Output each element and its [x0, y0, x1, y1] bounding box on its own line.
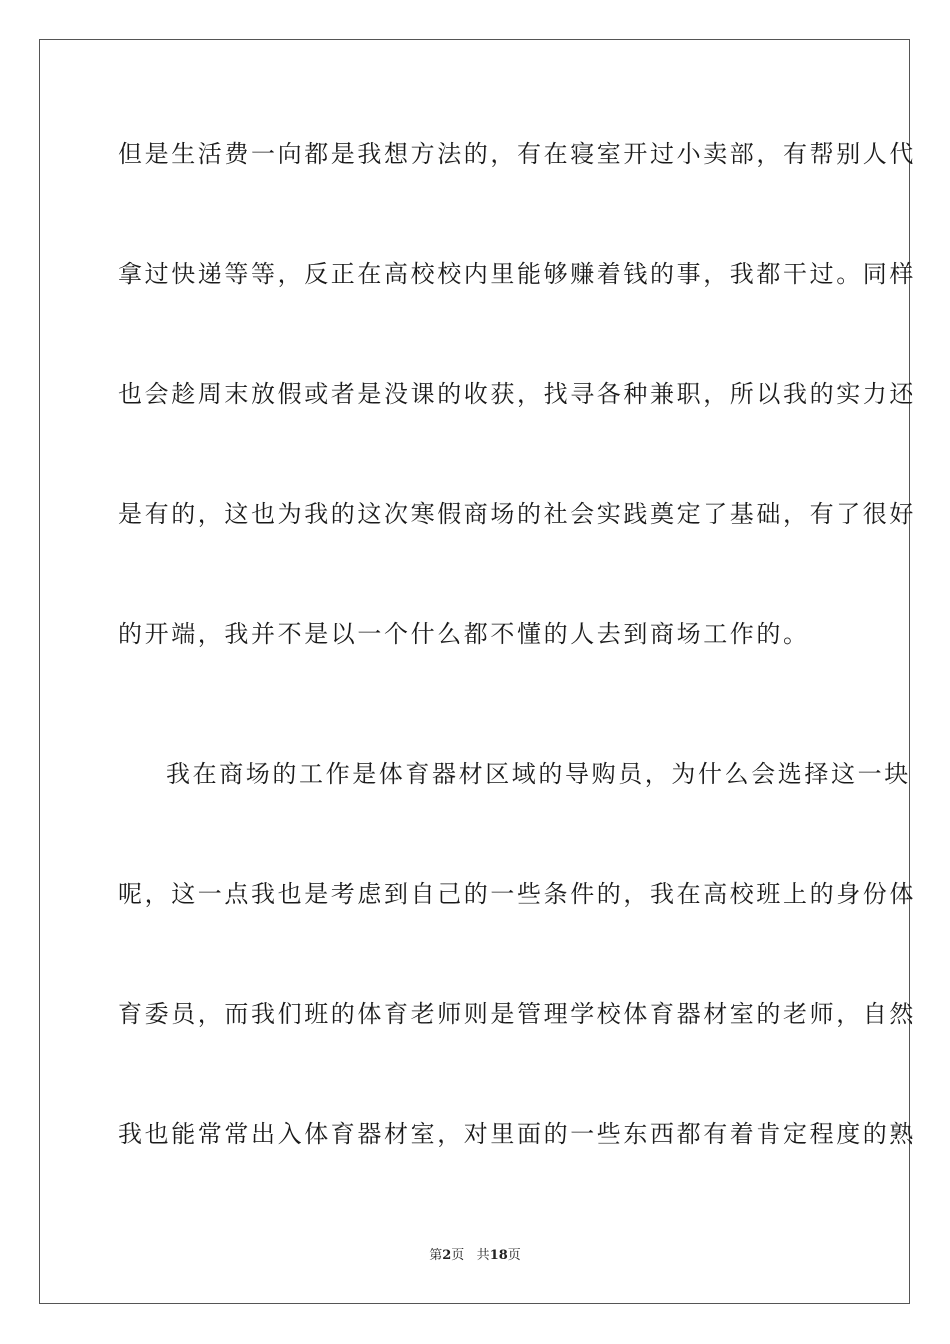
footer-total-number: 18	[489, 1248, 508, 1263]
body-line-4: 是有的，这也为我的这次寒假商场的社会实践奠定了基础，有了很好	[118, 500, 916, 528]
body-line-9: 我也能常常出入体育器材室，对里面的一些东西都有着肯定程度的熟	[118, 1120, 916, 1148]
footer-page-prefix: 第	[429, 1248, 443, 1263]
body-line-6: 我在商场的工作是体育器材区域的导购员，为什么会选择这一块	[166, 760, 911, 788]
page-footer	[0, 1247, 950, 1265]
footer-total-suffix: 页	[507, 1248, 521, 1263]
body-line-7: 呢，这一点我也是考虑到自己的一些条件的，我在高校班上的身份体	[118, 880, 916, 908]
footer-page-number: 2	[442, 1248, 452, 1263]
body-line-3: 也会趁周末放假或者是没课的收获，找寻各种兼职，所以我的实力还	[118, 380, 916, 408]
page-border	[39, 39, 916, 1304]
body-line-1: 但是生活费一向都是我想方法的，有在寝室开过小卖部，有帮别人代	[118, 140, 916, 168]
footer-total-prefix: 共	[476, 1248, 490, 1263]
body-line-5: 的开端，我并不是以一个什么都不懂的人去到商场工作的。	[118, 620, 810, 648]
body-line-2: 拿过快递等等，反正在高校校内里能够赚着钱的事，我都干过。同样	[118, 260, 916, 288]
body-line-8: 育委员，而我们班的体育老师则是管理学校体育器材室的老师，自然	[118, 1000, 916, 1028]
footer-page-suffix: 页	[451, 1248, 465, 1263]
